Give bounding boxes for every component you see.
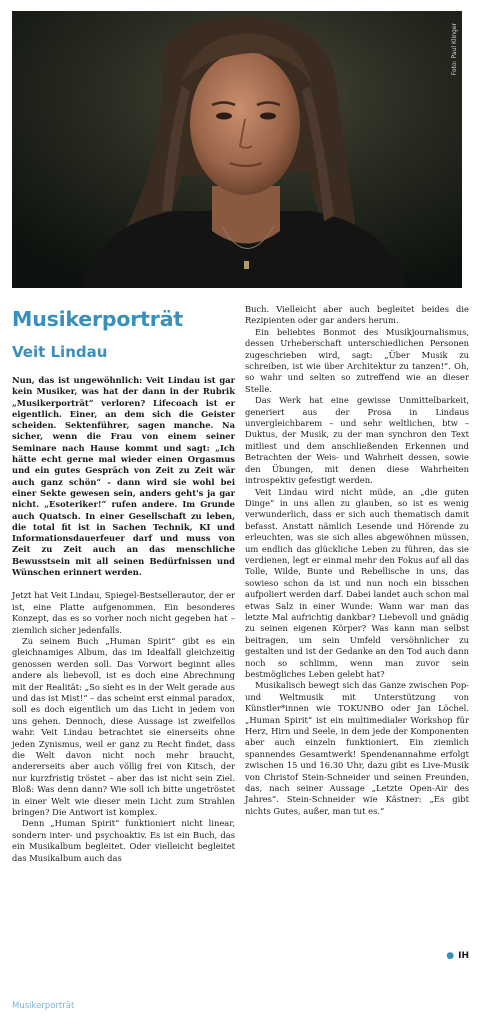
body-paragraph: Ein beliebtes Bonmot des Musikjournalismus, dessen Urheberschaft unterschiedlichen Personen zugeschrieben wird, sagt: „Über Musik zu schreiben, ist wie über Architektur zu tanzen!“. Oh, so wahr und selten so zutreffend wie an dieser Stelle. bbox=[245, 326, 469, 394]
body-paragraph: Zu seinem Buch „Human Spirit“ gibt es ein gleichnamiges Album, das im Idealfall gleichzeitig genossen werden soll. Das Vorwort beginnt alles andere als liebevoll, ist es doch eine Abrechnung mit der Realität: „So sieht es in der Welt gerade aus und das ist Mist!“ – das scheint erst einmal paradox, soll es doch eigentlich um das Licht in jedem von uns gehen. Dennoch, diese Aussage ist zweifellos wahr. Veit Lindau betrachtet sie einerseits ohne jeden Zynismus, weil er ganz zu Recht findet, dass die Welt davon nicht noch mehr braucht, andererseits aber auch völlig frei von Kitsch, der nur kurzfristig tröstet – aber das ist nicht sein Ziel. Bloß: Was denn dann? Wie soll ich bitte ungetröstet in einer Welt wie dieser mein Licht zum Strahlen bringen? Die Antwort ist komplex. bbox=[12, 635, 235, 818]
left-column bbox=[12, 306, 235, 864]
author-initials: IH bbox=[458, 951, 469, 961]
end-dot-icon: ● bbox=[446, 951, 455, 961]
page-footer-section: Musikerporträt bbox=[12, 1001, 75, 1011]
section-kicker: Musikerporträt bbox=[12, 307, 183, 331]
end-marker bbox=[446, 951, 469, 961]
article-title: Veit Lindau bbox=[12, 343, 108, 361]
photo-credit: Foto: Paul Klinger bbox=[451, 23, 458, 76]
portrait-photo bbox=[12, 11, 462, 288]
body-paragraph: Jetzt hat Veit Lindau, Spiegel-Bestsellerautor, der er ist, eine Platte aufgenommen. Ein besonderes Konzept, das es so vorher noch nicht gegeben hat – ziemlich sicher jedenfalls. bbox=[12, 590, 235, 635]
body-paragraph: Denn „Human Spirit“ funktioniert nicht linear, sondern inter- und psychoaktiv. Es ist ein Buch, das ein Musikalbum begleitet. Oder vielleicht begleitet das Musikalbum auch das bbox=[12, 818, 235, 863]
body-paragraph: Das Werk hat eine gewisse Unmittelbarkeit, generiert aus der Prosa in Lindaus unvergleichbarem – und sehr weltlichen, btw – Duktus, der Musik, zu der man synchron den Text mitliest und dem anschließenden Erkennen und Betrachten der Weis- und Wahrheit dessen, sowie den Übungen, mit denen diese Wahrheiten introspektiv gefestigt werden. bbox=[245, 395, 469, 486]
lead-paragraph: Nun, das ist ungewöhnlich: Veit Lindau ist gar kein Musiker, was hat der dann in der Rubrik „Musikerporträt“ verloren? Lifecoach ist er eigentlich. Einer, an dem sich die Geister scheiden. Sektenführer, sagen manche. Na sicher, wenn die Frau von einem seiner Seminare nach Hause kommt und sagt: „Ich hätte echt gerne mal wieder einen Orgasmus und ein gutes Gespräch von Zeit zu Zeit wär auch ganz schön“ - dann wird sie wohl bei einer Sekte gewesen sein, anders geht's ja gar nicht. „Esoteriker!“ rufen andere. Im Grunde auch Quatsch. In einer Gesellschaft zu leben, die total fit ist in Sachen Technik, KI und Informationsdauerfeuer darf und muss von Zeit zu Zeit auch an das menschliche Bewusstsein mit all seinen Bedürfnissen und Wünschen erinnert werden. bbox=[12, 375, 235, 578]
portrait-illustration bbox=[12, 11, 462, 288]
body-paragraph: Veit Lindau wird nicht müde, an „die guten Dinge“ in uns allen zu glauben, so ist es wenig verwunderlich, dass er sich auch thematisch damit befasst. Anstatt nämlich Lesende und Hörende zu erleuchten, was sie sich alles abgewöhnen müssen, um endlich das glückliche Leben zu führen, das sie verdienen, legt er einmal mehr den Fokus auf all das Tolle, Wilde, Bunte und Rebellische in uns, das sowieso schon da ist und nun noch ein bisschen aufpoliert werden darf. Dabei landet auch schon mal etwas Salz in einer Wunde: Wann war man das letzte Mal aufrichtig dankbar? Liebevoll und gnädig zu seinen eigenen Körper? Was kann man selbst beitragen, um sein Umfeld versöhnlicher zu gestalten und ist der Gedanke an den Tod auch dann noch so schlimm, wenn man zuvor sein bestmögliches Leben gelebt hat? bbox=[245, 486, 469, 679]
body-paragraph: Buch. Vielleicht aber auch begleitet beides die Rezipienten oder gar anders herum. bbox=[245, 304, 469, 326]
body-paragraph: Musikalisch bewegt sich das Ganze zwischen Pop- und Weltmusik mit Unterstützung von Künstler*innen wie TOKUNBO oder Jan Löchel. „Human Spirit“ ist ein multimedialer Workshop für Herz, Hirn und Seele, in dem jede der Komponenten aber auch einzeln funktioniert. Ein ziemlich spannendes Gesamtwerk! Spendenannahme erfolgt zwischen 15 und 16.30 Uhr, dazu gibt es Live-Musik von Christof Stein-Schneider und seinen Freunden, das, nach seiner Aussage „Letzte Open-Air des Jahres“. Stein-Schneider wie Kästner: „Es gibt nichts Gutes, außer, man tut es.“ bbox=[245, 680, 469, 816]
right-column bbox=[245, 304, 469, 817]
